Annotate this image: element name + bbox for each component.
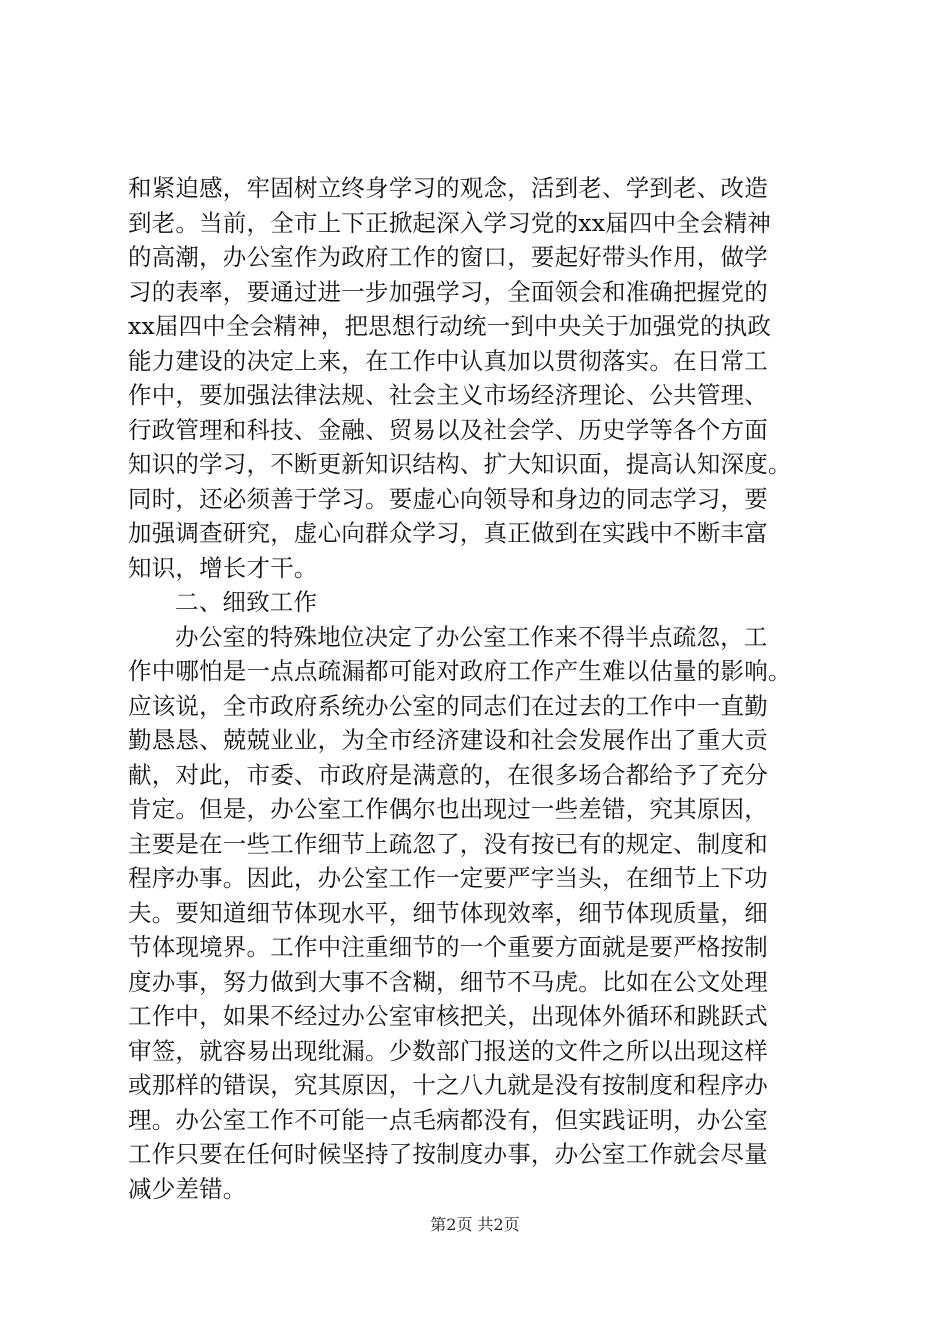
text-line: 或那样的错误，究其原因，十之八九就是没有按制度和程序办 — [128, 1071, 768, 1099]
text-line: 知识，增长才干。 — [128, 553, 318, 582]
text-line: 度办事，努力做到大事不含糊，细节不马虎。比如在公文处理 — [128, 967, 768, 996]
text-line: 主要是在一些工作细节上疏忽了，没有按已有的规定、制度和 — [128, 829, 768, 858]
text-line: 勤恳恳、兢兢业业，为全市经济建设和社会发展作出了重大贡 — [128, 726, 768, 754]
document-body — [128, 171, 828, 1206]
text-line: 减少差错。 — [128, 1174, 247, 1203]
text-line: 作中，要加强法律法规、社会主义市场经济理论、公共管理、 — [128, 381, 768, 409]
text-line: 工作只要在任何时候坚持了按制度办事，办公室工作就会尽量 — [128, 1140, 768, 1168]
text-line: 节体现境界。工作中注重细节的一个重要方面就是要严格按制 — [128, 933, 768, 961]
text-line: xx届四中全会精神，把思想行动统一到中央关于加强党的执政 — [128, 312, 772, 340]
text-line: 知识的学习，不断更新知识结构、扩大知识面，提高认知深度。 — [128, 450, 792, 478]
text-line: 到老。当前，全市上下正掀起深入学习党的xx届四中全会精神 — [128, 208, 772, 237]
text-line: 程序办事。因此，办公室工作一定要严字当头，在细节上下功 — [128, 864, 768, 892]
page-footer — [0, 1215, 950, 1235]
text-line: 工作中，如果不经过办公室审核把关，出现体外循环和跳跃式 — [128, 1002, 768, 1030]
text-line: 能力建设的决定上来，在工作中认真加以贯彻落实。在日常工 — [128, 346, 768, 375]
text-line: 夫。要知道细节体现水平，细节体现效率，细节体现质量，细 — [128, 898, 768, 927]
text-line: 同时，还必须善于学习。要虚心向领导和身边的同志学习，要 — [128, 484, 768, 513]
section-heading: 二、细致工作 — [175, 588, 318, 616]
text-line: 行政管理和科技、金融、贸易以及社会学、历史学等各个方面 — [128, 415, 768, 444]
text-line: 加强调查研究，虚心向群众学习，真正做到在实践中不断丰富 — [128, 519, 768, 547]
text-line: 的高潮，办公室作为政府工作的窗口，要起好带头作用，做学 — [128, 243, 768, 271]
text-line: 审签，就容易出现纰漏。少数部门报送的文件之所以出现这样 — [128, 1036, 768, 1065]
text-line: 办公室的特殊地位决定了办公室工作来不得半点疏忽，工 — [175, 622, 768, 651]
text-line: 和紧迫感，牢固树立终身学习的观念，活到老、学到老、改造 — [128, 174, 768, 202]
text-line: 理。办公室工作不可能一点毛病都没有，但实践证明，办公室 — [128, 1105, 768, 1134]
text-line: 习的表率，要通过进一步加强学习，全面领会和准确把握党的 — [128, 277, 768, 306]
text-line: 肯定。但是，办公室工作偶尔也出现过一些差错，究其原因， — [128, 795, 768, 823]
text-line: 作中哪怕是一点点疏漏都可能对政府工作产生难以估量的影响。 — [128, 657, 792, 685]
page-number-label: 第2页 共2页 — [430, 1215, 520, 1234]
text-line: 应该说，全市政府系统办公室的同志们在过去的工作中一直勤 — [128, 691, 768, 720]
text-line: 献，对此，市委、市政府是满意的，在很多场合都给予了充分 — [128, 760, 768, 789]
